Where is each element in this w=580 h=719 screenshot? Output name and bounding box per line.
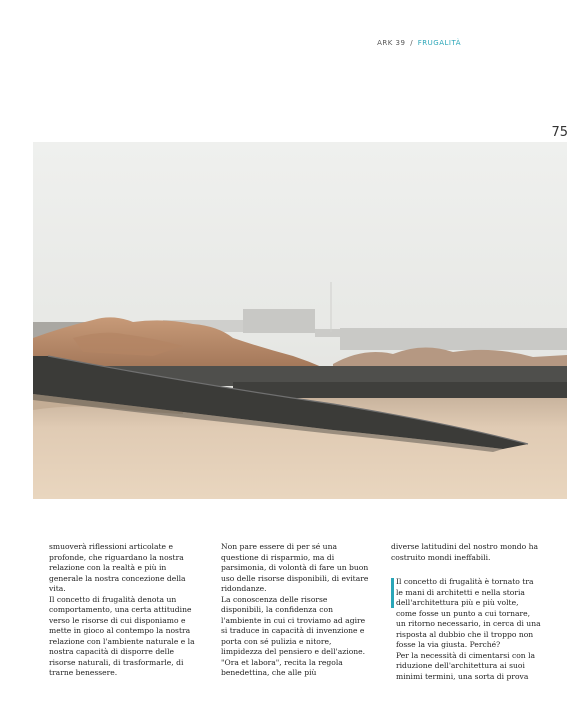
running-head [377, 39, 461, 47]
text-column-2 [221, 542, 371, 679]
paragraph: Per la necessità di cimentarsi con la riduzione dell'architettura ai suoi minimi termini, una sorta di prova [396, 650, 536, 681]
section-name: FRUGALITÀ [417, 39, 461, 47]
page-number: 75 [551, 125, 568, 140]
highlighted-paragraph-block [391, 577, 541, 682]
text-column-1 [49, 542, 199, 679]
paragraph: diverse latitudini del nostro mondo ha costruito mondi ineffabili. [391, 542, 539, 562]
paragraph: smuoverà riflessioni articolate e profonde, che riguardano la nostra relazione con la realtà e più in generale la nostra concezione della vita. [49, 542, 186, 593]
text-column-3 [391, 542, 541, 682]
paragraph: Il concetto di frugalità denota un comportamento, una certa attitudine verso le risorse di cui disponiamo e mette in gioco al contempo la nostra relazione con l'ambiente naturale e la nostra capacità di disporre delle risorse naturali, di trasformarle, di trarne benessere. [49, 594, 195, 677]
article-photo [33, 142, 567, 499]
paragraph: La conoscenza delle risorse disponibili, la confidenza con l'ambiente in cui ci troviamo ad agire si traduce in capacità di invenzione e porta con sé pulizia e nitore, limpidezza del pensiero e dell'azione. "Ora et labora", recita la regola benedettina, che alle più [221, 594, 366, 677]
paragraph: Non pare essere di per sé una questione di risparmio, ma di parsimonia, di volontà di fare un buon uso delle risorse disponibili, di evitare ridondanze. [221, 542, 369, 593]
header-separator: / [410, 39, 414, 47]
paragraph: Il concetto di frugalità è tornato tra le mani di architetti e nella storia dell'architettura più e più volte, come fosse un punto a cui tornare, un ritorno necessario, in cerca di una risposta al dubbio che il troppo non fosse la via giusta. Perché? [396, 577, 541, 649]
magazine-issue: ARK 39 [377, 39, 406, 47]
